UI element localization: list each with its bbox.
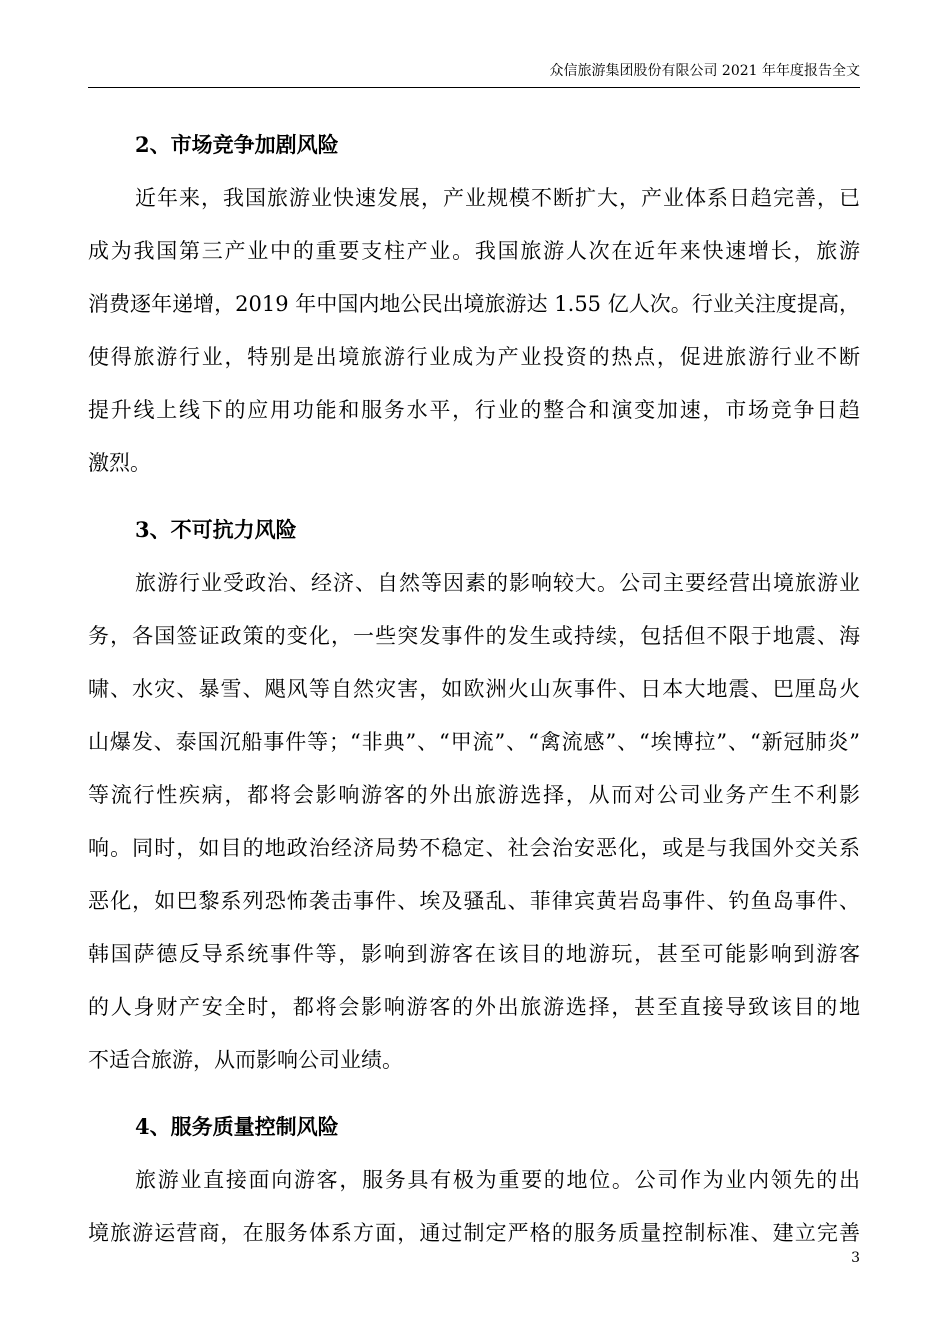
paragraph-line: 的人身财产安全时，都将会影响游客的外出旅游选择，甚至直接导致该目的地 (88, 995, 860, 1019)
paragraph-line: 成为我国第三产业中的重要支柱产业。我国旅游人次在近年来快速增长，旅游 (88, 239, 860, 263)
paragraph (88, 172, 860, 490)
section-heading: 2、市场竞争加剧风险 (135, 132, 339, 157)
paragraph (88, 557, 860, 1087)
paragraph-line: 旅游行业受政治、经济、自然等因素的影响较大。公司主要经营出境旅游业 (135, 571, 860, 595)
paragraph-line: 等流行性疾病，都将会影响游客的外出旅游选择，从而对公司业务产生不利影 (88, 783, 860, 807)
paragraph-line: 消费逐年递增，2019 年中国内地公民出境旅游达 1.55 亿人次。行业关注度提高， (88, 292, 860, 316)
running-header: 众信旅游集团股份有限公司 2021 年年度报告全文 (549, 63, 860, 79)
paragraph-line: 旅游业直接面向游客，服务具有极为重要的地位。公司作为业内领先的出 (135, 1168, 860, 1192)
paragraph-line: 啸、水灾、暴雪、飓风等自然灾害，如欧洲火山灰事件、日本大地震、巴厘岛火 (88, 677, 860, 701)
section-heading: 3、不可抗力风险 (135, 517, 297, 542)
paragraph-line: 提升线上线下的应用功能和服务水平，行业的整合和演变加速，市场竞争日趋 (88, 398, 860, 422)
page-number: 3 (851, 1250, 860, 1266)
paragraph-line: 近年来，我国旅游业快速发展，产业规模不断扩大，产业体系日趋完善，已 (135, 186, 860, 210)
paragraph-line: 激烈。 (88, 451, 151, 475)
paragraph-line: 韩国萨德反导系统事件等，影响到游客在该目的地游玩，甚至可能影响到游客 (88, 942, 860, 966)
section-heading: 4、服务质量控制风险 (135, 1114, 339, 1139)
paragraph-line: 不适合旅游，从而影响公司业绩。 (88, 1048, 403, 1072)
paragraph-line: 响。同时，如目的地政治经济局势不稳定、社会治安恶化，或是与我国外交关系 (88, 836, 860, 860)
paragraph-line: 使得旅游行业，特别是出境旅游行业成为产业投资的热点，促进旅游行业不断 (88, 345, 860, 369)
paragraph-line: 恶化，如巴黎系列恐怖袭击事件、埃及骚乱、菲律宾黄岩岛事件、钓鱼岛事件、 (88, 889, 860, 913)
paragraph (88, 1154, 860, 1260)
paragraph-line: 山爆发、泰国沉船事件等；“非典”、“甲流”、“禽流感”、“埃博拉”、“新冠肺炎” (88, 730, 860, 754)
paragraph-line: 境旅游运营商，在服务体系方面，通过制定严格的服务质量控制标准、建立完善 (88, 1221, 860, 1245)
paragraph-line: 务，各国签证政策的变化，一些突发事件的发生或持续，包括但不限于地震、海 (88, 624, 860, 648)
document-body (88, 117, 860, 1260)
header-rule (88, 87, 860, 88)
